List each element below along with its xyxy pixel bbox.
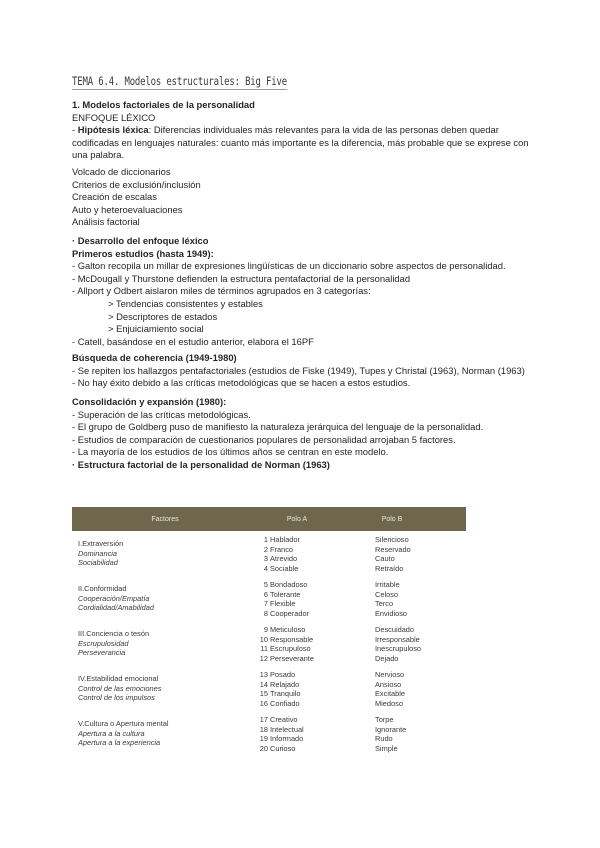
factor-cell	[78, 719, 258, 748]
list-item: - Allport y Odbert aislaron miles de términos agrupados en 3 categorías:	[72, 285, 371, 297]
number-column: 1 2 3 4	[263, 535, 268, 573]
norman-table	[72, 507, 466, 753]
number-column: 9 10 11 12	[259, 625, 268, 663]
pole-a-column: Bondadoso Tolerante Flexible Cooperador	[270, 580, 310, 618]
category-item: > Enjuiciamiento social	[108, 323, 204, 335]
header-pole-a: Polo A	[286, 515, 308, 523]
list-item: - El grupo de Goldberg puso de manifiesto la naturaleza jerárquica del lenguaje de la personalidad.	[72, 421, 484, 433]
title-underline	[72, 89, 287, 90]
number-column: 17 18 19 20	[259, 715, 268, 753]
number-column: 5 6 7 8	[263, 580, 268, 618]
list-item: - Galton recopila un millar de expresiones lingüísticas de un diccionario sobre aspectos de personalidad.	[72, 260, 506, 272]
step-item: Volcado de diccionarios	[72, 165, 171, 177]
facet-name: Dominancia	[78, 548, 118, 558]
list-item: - Se repiten los hallazgos pentafactoriales (estudios de Fiske (1949), Tupes y Christal (1963), Norman (1963)	[72, 364, 525, 376]
structure-heading: · Estructura factorial de la personalidad de Norman (1963)	[72, 459, 330, 471]
subheading: ENFOQUE LÉXICO	[72, 111, 156, 123]
list-item: - Estudios de comparación de cuestionarios populares de personalidad arrojaban 5 factores.	[72, 433, 456, 445]
pole-a-column: Posado Relajado Tranquilo Confiado	[270, 670, 301, 708]
facet-name: Apertura a la cultura	[78, 728, 145, 738]
section-heading: 1. Modelos factoriales de la personalidad	[72, 99, 255, 110]
factor-name: IV.Estabilidad emocional	[78, 674, 159, 683]
first-studies-heading: Primeros estudios (hasta 1949):	[72, 247, 214, 259]
pole-b-column: Silencioso Reservado Cauto Retraído	[375, 535, 411, 573]
factor-name: V.Cultura o Apertura mental	[78, 719, 169, 728]
step-item: Auto y heteroevaluaciones	[72, 203, 183, 215]
category-item: > Descriptores de estados	[108, 310, 218, 322]
category-item: > Tendencias consistentes y estables	[108, 297, 263, 309]
facet-name: Sociabilidad	[78, 558, 118, 568]
pole-b-column: Descuidado Irresponsable Inescrupuloso Dejado	[375, 625, 422, 663]
facet-name: Perseverancia	[78, 648, 126, 658]
hypothesis-text: : Diferencias individuales más relevantes para la vida de las personas deben quedar codificadas en lenguajes naturales: cuanto más importante es la diferencia, más probable que se exprese con una palabra.	[72, 124, 529, 161]
pole-b-column: Irritable Celoso Terco Envidioso	[375, 580, 408, 618]
factor-cell	[78, 674, 258, 703]
pole-a-column: Meticuloso Responsable Escrupuloso Perseverante	[270, 625, 314, 663]
facet-name: Cordialidad/Amabilidad	[78, 603, 155, 613]
factor-name: II.Conformidad	[78, 584, 127, 593]
facet-name: Control de los impulsos	[78, 693, 155, 703]
factor-cell	[78, 584, 258, 613]
list-item: - Catell, basándose en el estudio anterior, elabora el 16PF	[72, 335, 314, 347]
factor-cell	[78, 539, 258, 568]
factor-name: I.Extraversión	[78, 539, 124, 548]
consolidation-heading: Consolidación y expansión (1980):	[72, 396, 227, 408]
step-item: Creación de escalas	[72, 191, 157, 203]
facet-name: Apertura a la experiencia	[78, 738, 161, 748]
coherence-heading: Búsqueda de coherencia (1949-1980)	[72, 352, 237, 364]
hypothesis-paragraph: - Hipótesis léxica: Diferencias individuales más relevantes para la vida de las personas deben quedar codificadas en lenguajes naturales: cuanto más importante es la diferencia, más probable que se exprese con una palabra.	[72, 124, 529, 161]
facet-name: Escrupulosidad	[78, 638, 129, 648]
list-item: - No hay éxito debido a las críticas metodológicas que se hacen a estos estudios.	[72, 377, 411, 389]
pole-b-column: Torpe Ignorante Rudo Simple	[375, 715, 407, 753]
facet-name: Cooperación/Empatía	[78, 593, 150, 603]
step-item: Análisis factorial	[72, 216, 140, 228]
step-item: Criterios de exclusión/inclusión	[72, 178, 201, 190]
list-item: - Superación de las críticas metodológicas.	[72, 408, 251, 420]
table-header	[72, 507, 466, 531]
facet-name: Control de las emociones	[78, 683, 162, 693]
pole-a-column: Hablador Franco Atrevido Sociable	[270, 535, 300, 573]
number-column: 13 14 15 16	[259, 670, 268, 708]
list-item: - McDougall y Thurstone defienden la estructura pentafactorial de la personalidad	[72, 272, 411, 284]
pole-a-column: Creativo Intelectual Informado Curioso	[270, 715, 304, 753]
pole-b-column: Nervioso Ansioso Excitable Miedoso	[375, 670, 405, 708]
document-body	[72, 99, 532, 472]
header-factors: Factores	[151, 515, 179, 523]
hypothesis-label: Hipótesis léxica	[77, 124, 149, 136]
factor-name: III.Conciencia o tesón	[78, 629, 150, 638]
page-title: TEMA 6.4. Modelos estructurales: Big Five	[72, 74, 288, 88]
header-pole-b: Polo B	[381, 515, 403, 523]
factor-cell	[78, 629, 258, 658]
development-heading: · Desarrollo del enfoque léxico	[72, 234, 209, 246]
list-item: - La mayoría de los estudios de los últimos años se centran en este modelo.	[72, 446, 389, 458]
